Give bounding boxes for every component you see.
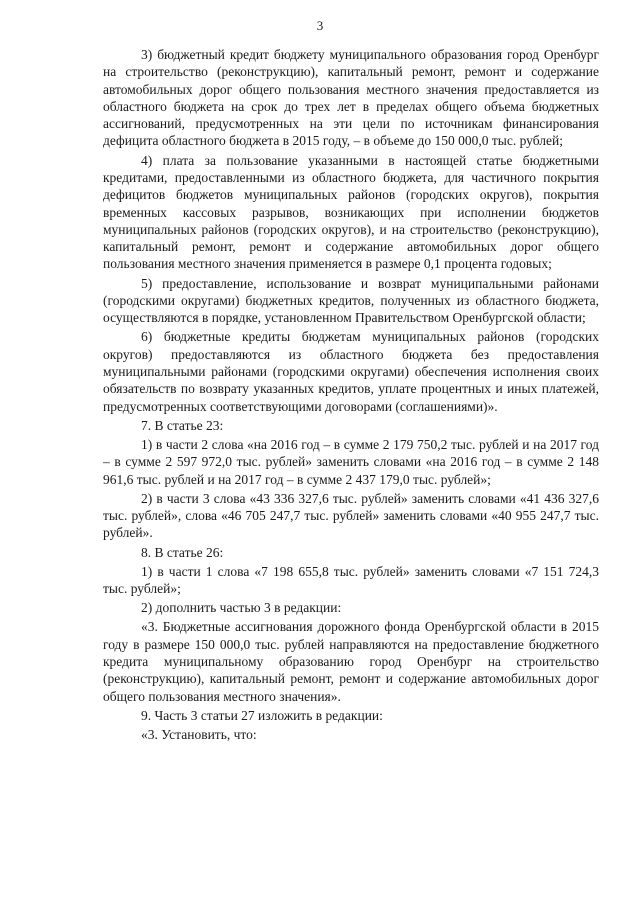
paragraph-establish: «3. Установить, что: xyxy=(141,726,257,742)
paragraph-article-26-part-1: 1) в части 1 слова «7 198 655,8 тыс. рублей» заменить словами «7 151 724,3 тыс. рублей»; xyxy=(103,563,599,597)
paragraph-credit-fee: 4) плата за пользование указанными в настоящей статье бюджетными кредитами, предоставленными из областного бюджета, для частичного покрытия дефицитов бюджетов муниципальных районов (городских округов), покрытия временных кассовых разрывов, возникающих при исполнении бюджетов муниципальных районов (городских округов), и на строительство (реконструкцию), капитальный ремонт, ремонт и содержание автомобильных дорог общего пользования местного значения применяется в размере 0,1 процента годовых; xyxy=(103,152,599,272)
document-body xyxy=(103,46,599,745)
paragraph-article-23-part-3: 2) в части 3 слова «43 336 327,6 тыс. рублей» заменить словами «41 436 327,6 тыс. рублей», слова «46 705 247,7 тыс. рублей» заменить словами «40 955 247,7 тыс. рублей». xyxy=(103,490,599,541)
paragraph-article-26-heading: 8. В статье 26: xyxy=(141,544,224,560)
paragraph-credit-no-security: 6) бюджетные кредиты бюджетам муниципальных районов (городских округов) предоставляются из областного бюджета без предоставления муниципальными районами (городскими округами) обеспечения исполнения своих обязательств по возврату указанных кредитов, уплате процентных и иных платежей, предусмотренных соответствующими договорами (соглашениями)». xyxy=(103,329,599,414)
paragraph-article-23-heading: 7. В статье 23: xyxy=(141,417,224,433)
page-number: 3 xyxy=(316,18,324,33)
paragraph-credit-orenburg: 3) бюджетный кредит бюджету муниципального образования город Оренбург на строительство (реконструкцию), капитальный ремонт, ремонт и содержание автомобильных дорог общего пользования местного значения предоставляется из областного бюджета на срок до трех лет в пределах общего объема бюджетных ассигнований, предусмотренных на эти цели по источникам финансирования дефицита областного бюджета в 2015 году, – в объеме до 150 000,0 тыс. рублей; xyxy=(103,47,599,149)
paragraph-article-23-part-2: 1) в части 2 слова «на 2016 год – в сумме 2 179 750,2 тыс. рублей и на 2017 год – в сумме 2 597 972,0 тыс. рублей» заменить словами «на 2016 год – в сумме 2 148 961,6 тыс. рублей и на 2017 год – в сумме 2 437 179,0 тыс. рублей»; xyxy=(103,436,599,487)
paragraph-road-fund: «3. Бюджетные ассигнования дорожного фонда Оренбургской области в 2015 году в размере 150 000,0 тыс. рублей направляются на предоставление бюджетного кредита муниципальному образованию город Оренбург на строительство (реконструкцию), капитальный ремонт, ремонт и содержание автомобильных дорог общего пользования местного значения». xyxy=(103,619,599,704)
paragraph-article-26-add-part-3: 2) дополнить частью 3 в редакции: xyxy=(141,600,342,616)
paragraph-credit-procedure: 5) предоставление, использование и возврат муниципальными районами (городскими округами) бюджетных кредитов, полученных из областного бюджета, осуществляются в порядке, установленном Правительством Оренбургской области; xyxy=(103,275,599,326)
paragraph-article-27-heading: 9. Часть 3 статьи 27 изложить в редакции: xyxy=(141,707,383,723)
